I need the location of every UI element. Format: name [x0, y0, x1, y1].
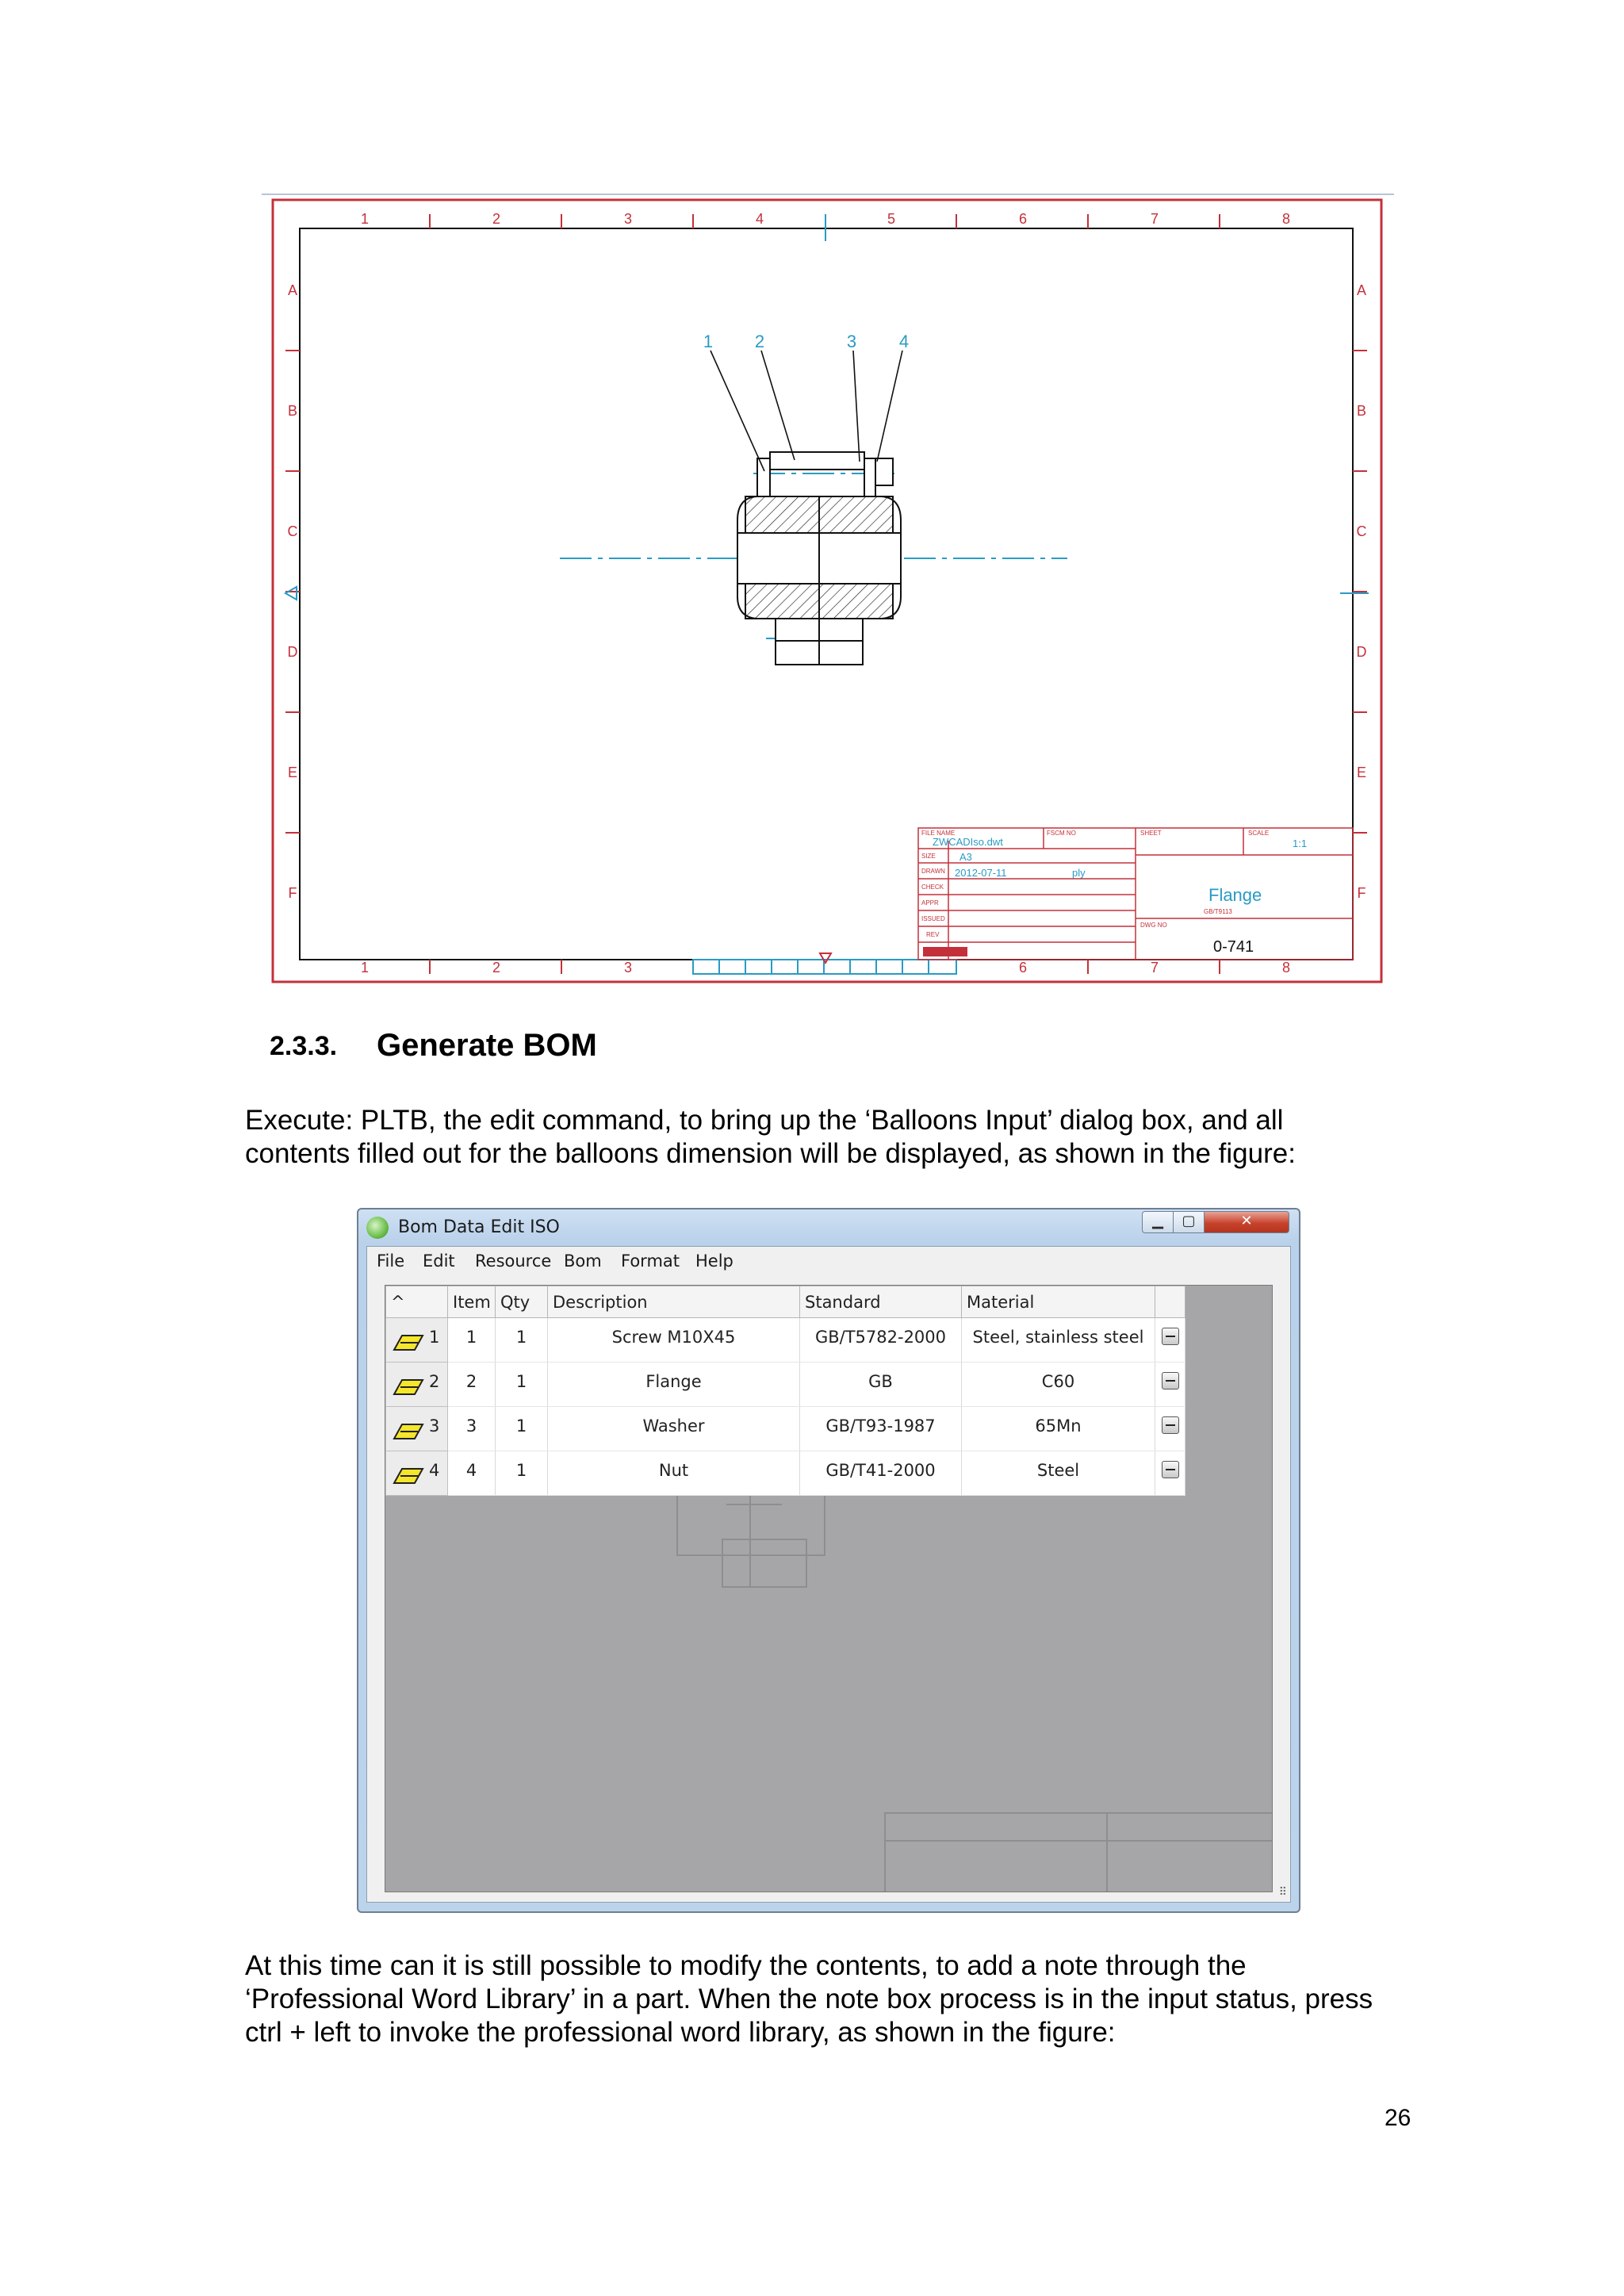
- menu-resource[interactable]: Resource: [475, 1251, 552, 1271]
- cell-material-value: C60: [1041, 1372, 1075, 1391]
- cell-item[interactable]: [448, 1451, 496, 1496]
- grid-letter: D: [287, 644, 298, 660]
- cell-item-value: 3: [465, 1416, 477, 1435]
- column-header-action: [1155, 1286, 1185, 1318]
- collapse-button[interactable]: [1162, 1328, 1179, 1345]
- tb-label: SIZE: [921, 853, 936, 860]
- grid-number: 1: [360, 211, 370, 227]
- row-number: 1: [429, 1328, 440, 1347]
- paragraph-line: At this time can it is still possible to modify the contents, to add a note through the: [245, 1950, 1247, 1981]
- cell-material[interactable]: [962, 1318, 1155, 1363]
- cell-description[interactable]: [548, 1451, 800, 1496]
- cell-standard[interactable]: [800, 1451, 962, 1496]
- grid-number: 3: [623, 960, 633, 976]
- grid-number: 5: [887, 211, 896, 227]
- row-number: 2: [429, 1372, 440, 1391]
- table-row[interactable]: [386, 1363, 1185, 1407]
- grid-letter: E: [287, 765, 298, 780]
- cell-standard-value: GB: [868, 1372, 893, 1391]
- cell-qty-value: 1: [515, 1328, 527, 1347]
- cell-item-value: 2: [465, 1372, 477, 1391]
- cell-qty[interactable]: [496, 1318, 548, 1363]
- cell-standard-value: GB/T5782-2000: [814, 1328, 947, 1347]
- tb-label: REV: [926, 931, 940, 938]
- cell-description-value: Flange: [645, 1372, 702, 1391]
- grid-number: 3: [623, 211, 633, 227]
- grid-letter: C: [287, 523, 298, 539]
- cell-description[interactable]: [548, 1363, 800, 1407]
- grid-number: 2: [492, 960, 501, 976]
- menu-format[interactable]: Format: [621, 1251, 680, 1271]
- balloon-label: 4: [898, 332, 910, 351]
- menu-file[interactable]: File: [377, 1251, 405, 1271]
- grid-number: 4: [755, 211, 764, 227]
- bom-table[interactable]: [385, 1286, 1185, 1496]
- window-title: Bom Data Edit ISO: [398, 1217, 560, 1237]
- grid-number: 8: [1281, 211, 1291, 227]
- cell-material-value: Steel, stainless steel: [972, 1328, 1144, 1347]
- cell-action: [1155, 1363, 1185, 1407]
- cell-item[interactable]: [448, 1363, 496, 1407]
- grid-number: 8: [1281, 960, 1291, 976]
- column-header-item[interactable]: Item: [448, 1286, 496, 1318]
- grid-letter: A: [287, 282, 298, 298]
- grid-number: 6: [1018, 960, 1028, 976]
- grid-letter: F: [288, 885, 297, 901]
- table-row[interactable]: [386, 1318, 1185, 1363]
- balloon-icon: [391, 1464, 426, 1486]
- tb-label: FILE NAME: [921, 830, 956, 837]
- tb-label: CHECK: [921, 884, 944, 891]
- cell-standard[interactable]: [800, 1407, 962, 1451]
- grid-number: 1: [360, 960, 370, 976]
- column-header-standard[interactable]: Standard: [800, 1286, 962, 1318]
- grid-letter: D: [1356, 644, 1367, 660]
- title-bar[interactable]: [358, 1209, 1299, 1246]
- tb-dwg-no: 0-741: [1213, 938, 1254, 956]
- minimize-button[interactable]: ▁: [1142, 1211, 1174, 1233]
- row-header[interactable]: [386, 1318, 448, 1363]
- tb-label: FSCM NO: [1047, 830, 1076, 837]
- grid-letter: B: [287, 403, 298, 419]
- menu-help[interactable]: Help: [695, 1251, 733, 1271]
- collapse-button[interactable]: [1162, 1461, 1179, 1478]
- tb-stamp: [923, 947, 967, 956]
- cell-material[interactable]: [962, 1363, 1155, 1407]
- paragraph-note: [245, 1949, 1450, 2049]
- table-header-row: [386, 1286, 1185, 1318]
- drawing-figure: [262, 192, 1394, 991]
- grid-letter: B: [1356, 403, 1367, 419]
- balloon-label: 2: [754, 332, 765, 351]
- grid-letter: F: [1357, 885, 1366, 901]
- column-header-material[interactable]: Material: [962, 1286, 1155, 1318]
- tb-drawn-by: ply: [1072, 867, 1086, 879]
- tb-drawn-date: 2012-07-11: [955, 867, 1007, 879]
- paragraph-line: ctrl + left to invoke the professional word library, as shown in the figure:: [245, 2017, 1116, 2048]
- cell-description-value: Nut: [658, 1461, 689, 1480]
- cell-action: [1155, 1407, 1185, 1451]
- balloon-icon: [391, 1420, 426, 1442]
- cell-standard[interactable]: [800, 1363, 962, 1407]
- grid-number: 2: [492, 211, 501, 227]
- tb-label: ISSUED: [921, 915, 945, 922]
- cell-description[interactable]: [548, 1318, 800, 1363]
- menu-edit[interactable]: Edit: [423, 1251, 455, 1271]
- cell-action: [1155, 1318, 1185, 1363]
- grid-letter: A: [1356, 282, 1367, 298]
- tb-label: DRAWN: [921, 868, 945, 875]
- column-header-sort[interactable]: ^: [386, 1286, 448, 1318]
- column-header-qty[interactable]: Qty: [496, 1286, 548, 1318]
- collapse-button[interactable]: [1162, 1416, 1179, 1434]
- cell-standard[interactable]: [800, 1318, 962, 1363]
- cell-qty-value: 1: [515, 1372, 527, 1391]
- paragraph-intro: [245, 1104, 1434, 1171]
- tb-label: DWG NO: [1140, 922, 1167, 929]
- cell-description-value: Screw M10X45: [611, 1328, 736, 1347]
- column-header-description[interactable]: Description: [548, 1286, 800, 1318]
- cell-qty[interactable]: [496, 1363, 548, 1407]
- cell-action: [1155, 1451, 1185, 1496]
- cell-item-value: 1: [465, 1328, 477, 1347]
- row-header[interactable]: [386, 1363, 448, 1407]
- table-row[interactable]: [386, 1451, 1185, 1496]
- tb-label: SCALE: [1248, 830, 1270, 837]
- grid-letter: E: [1356, 765, 1367, 780]
- grid-letter: C: [1356, 523, 1367, 539]
- drawing-canvas: [262, 192, 1394, 991]
- collapse-button[interactable]: [1162, 1372, 1179, 1389]
- paragraph-line: Execute: PLTB, the edit command, to bring up the ‘Balloons Input’ dialog box, and all: [245, 1105, 1284, 1136]
- app-icon: [366, 1217, 389, 1239]
- tb-scale: 1:1: [1293, 838, 1308, 849]
- balloon-label: 1: [703, 332, 714, 351]
- cell-description[interactable]: [548, 1407, 800, 1451]
- cell-qty[interactable]: [496, 1451, 548, 1496]
- grid-number: 7: [1150, 960, 1159, 976]
- section-number: 2.3.3.: [270, 1031, 338, 1061]
- cell-qty-value: 1: [515, 1416, 527, 1435]
- cell-qty[interactable]: [496, 1407, 548, 1451]
- cell-material[interactable]: [962, 1407, 1155, 1451]
- paragraph-line: contents filled out for the balloons dimension will be displayed, as shown in the figure:: [245, 1138, 1296, 1169]
- row-number: 4: [429, 1461, 440, 1480]
- tb-label: APPR: [921, 899, 939, 907]
- close-button[interactable]: ✕: [1204, 1211, 1289, 1233]
- grid-number: 6: [1018, 211, 1028, 227]
- cell-item-value: 4: [465, 1461, 477, 1480]
- grid-number: 7: [1150, 211, 1159, 227]
- tb-label: SHEET: [1140, 830, 1162, 837]
- paragraph-line: ‘Professional Word Library’ in a part. When the note box process is in the input status, press: [245, 1984, 1373, 2014]
- balloon-label: 3: [846, 332, 857, 351]
- row-header[interactable]: [386, 1451, 448, 1496]
- cell-material[interactable]: [962, 1451, 1155, 1496]
- cell-standard-value: GB/T41-2000: [825, 1461, 936, 1480]
- maximize-button[interactable]: ▢: [1173, 1211, 1205, 1233]
- balloon-icon: [391, 1375, 426, 1397]
- row-header[interactable]: [386, 1407, 448, 1451]
- table-row[interactable]: [386, 1407, 1185, 1451]
- cell-material-value: 65Mn: [1035, 1416, 1082, 1435]
- page-number: 26: [1385, 2105, 1411, 2131]
- cell-description-value: Washer: [642, 1416, 705, 1435]
- bom-grid-area[interactable]: [385, 1285, 1273, 1892]
- balloon-icon: [391, 1331, 426, 1353]
- menu-bom[interactable]: Bom: [564, 1251, 602, 1271]
- tb-part-name: Flange: [1208, 885, 1262, 905]
- cell-material-value: Steel: [1036, 1461, 1080, 1480]
- cell-standard-value: GB/T93-1987: [825, 1416, 936, 1435]
- cell-item[interactable]: [448, 1318, 496, 1363]
- resize-grip-icon[interactable]: ⠿: [1278, 1886, 1287, 1899]
- tb-standard: GB/T9113: [1204, 908, 1232, 915]
- bom-dialog-window: [357, 1208, 1300, 1913]
- cell-item[interactable]: [448, 1407, 496, 1451]
- tb-file-name: ZWCADIso.dwt: [933, 836, 1003, 848]
- cell-qty-value: 1: [515, 1461, 527, 1480]
- row-number: 3: [429, 1416, 440, 1435]
- dialog-client-area: [366, 1246, 1291, 1903]
- menu-bar: [367, 1247, 1290, 1274]
- tb-size: A3: [959, 851, 972, 863]
- section-title: Generate BOM: [377, 1028, 597, 1063]
